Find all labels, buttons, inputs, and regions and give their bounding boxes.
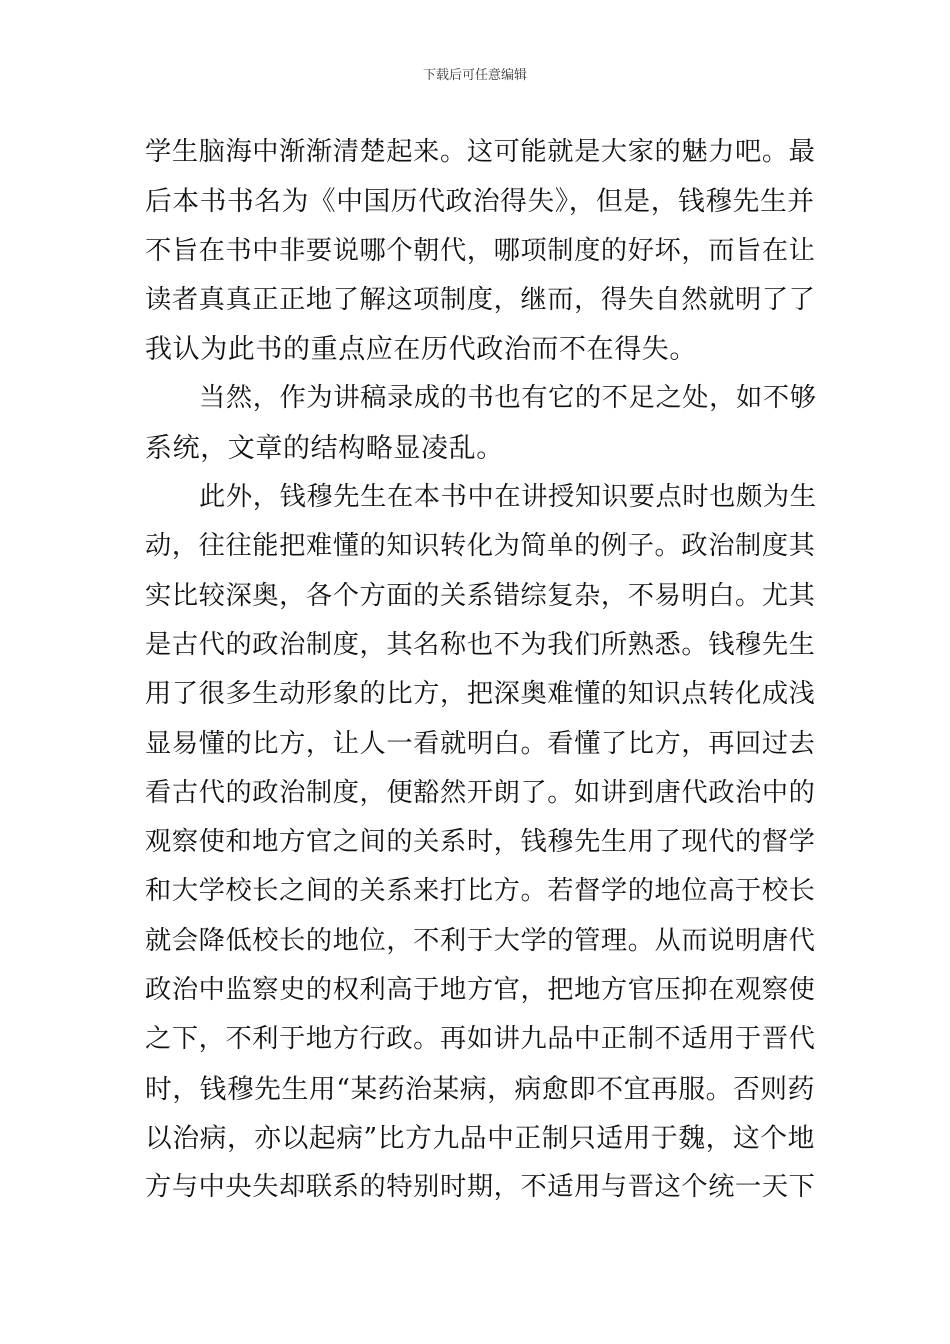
text-line: 之下，不利于地方行政。再如讲九品中正制不适用于晋代 <box>145 1024 816 1055</box>
text-line: 以治病，亦以起病”比方九品中正制只适用于魏，这个地 <box>145 1122 815 1154</box>
text-line: 方与中央失却联系的特别时期，不适用与晋这个统一天下 <box>145 1172 816 1203</box>
text-line: 我认为此书的重点应在历代政治而不在得失。 <box>145 334 697 366</box>
text-line: 是古代的政治制度，其名称也不为我们所熟悉。钱穆先生 <box>145 629 816 660</box>
text-line: 实比较深奥，各个方面的关系错综复杂，不易明白。尤其 <box>145 580 816 611</box>
text-line: 看古代的政治制度，便豁然开朗了。如讲到唐代政治中的 <box>145 777 816 808</box>
text-line: 读者真真正正地了解这项制度，继而，得失自然就明了了 <box>145 284 816 315</box>
page-header: 下载后可任意编辑 <box>422 68 527 83</box>
text-line: 和大学校长之间的关系来打比方。若督学的地位高于校长 <box>145 876 816 907</box>
paragraph-start-line: 此外，钱穆先生在本书中在讲授知识要点时也颇为生 <box>199 482 817 513</box>
text-line: 学生脑海中渐渐清楚起来。这可能就是大家的魅力吧。最 <box>145 137 816 167</box>
text-line: 后本书书名为《中国历代政治得失》，但是，钱穆先生并 <box>145 186 815 218</box>
text-line: 政治中监察史的权利高于地方官，把地方官压抑在观察使 <box>145 975 816 1006</box>
text-line: 显易懂的比方，让人一看就明白。看懂了比方，再回过去 <box>145 728 816 759</box>
text-line: 就会降低校长的地位，不利于大学的管理。从而说明唐代 <box>145 925 816 956</box>
text-line: 时，钱穆先生用“某药治某病，病愈即不宜再服。否则药 <box>145 1073 815 1105</box>
document-body <box>145 128 815 1213</box>
text-line: 动，往往能把难懂的知识转化为简单的例子。政治制度其 <box>145 531 816 562</box>
text-line: 观察使和地方官之间的关系时，钱穆先生用了现代的督学 <box>145 827 816 858</box>
paragraph-start-line: 当然，作为讲稿录成的书也有它的不足之处，如不够 <box>199 383 817 414</box>
text-line: 用了很多生动形象的比方，把深奥难懂的知识点转化成浅 <box>145 679 816 710</box>
text-line: 系统，文章的结构略显凌乱。 <box>145 432 504 464</box>
text-line: 不旨在书中非要说哪个朝代，哪项制度的好坏，而旨在让 <box>145 235 816 266</box>
